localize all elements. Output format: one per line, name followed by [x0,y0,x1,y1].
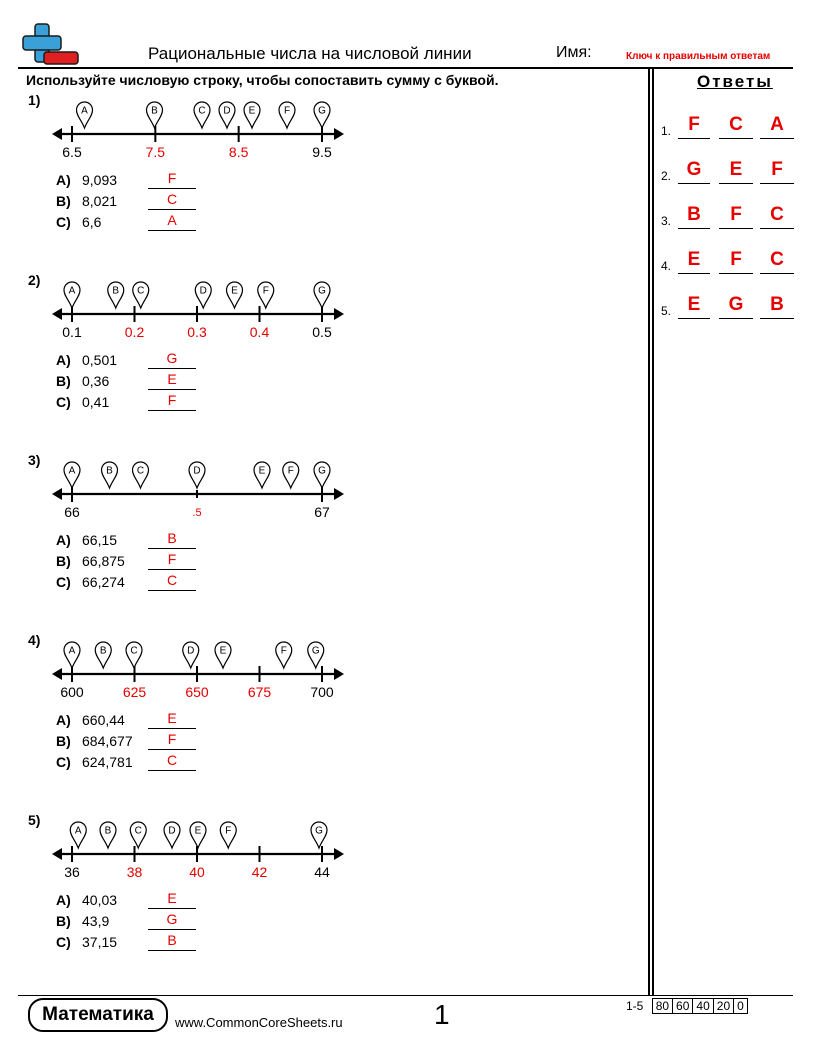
marker-a-pin-icon [64,642,80,668]
answer-blank[interactable]: A [148,212,196,231]
tick-label: 67 [314,504,330,520]
tick-label: 700 [310,684,334,700]
marker-b-pin-icon [147,102,163,128]
marker-f-pin-icon [283,462,299,488]
left-arrow-icon [52,488,62,500]
marker-letter: E [194,825,202,837]
marker-g-pin-icon [314,282,330,308]
right-arrow-icon [334,128,344,140]
question-row [56,214,101,230]
answer-blank[interactable]: E [148,710,196,729]
marker-letter: E [231,285,238,297]
number-line [45,278,365,328]
question-letter: C) [56,214,71,230]
score-range: 1-5 [626,999,644,1013]
answer-key-label: 4. [661,259,672,273]
question-row [56,352,117,368]
left-arrow-icon [52,848,62,860]
marker-letter: D [168,825,176,837]
answer-key-cell: A [760,114,794,139]
marker-letter: A [74,825,82,837]
answer-blank[interactable]: G [148,350,196,369]
marker-d-pin-icon [195,282,211,308]
marker-g-pin-icon [311,822,327,848]
marker-c-pin-icon [130,822,146,848]
marker-f-pin-icon [276,642,292,668]
name-label: Имя: [556,44,592,61]
question-row [56,553,125,569]
answer-key-cell: B [760,294,794,319]
score-cell: 80 [652,998,673,1014]
marker-e-pin-icon [190,822,206,848]
question-letter: B) [56,733,71,749]
answer-key-label: 5. [661,304,672,318]
marker-f-pin-icon [258,282,274,308]
question-row [56,172,117,188]
marker-letter: C [198,105,206,117]
column-divider-inner [652,68,654,996]
question-letter: C) [56,574,71,590]
question-value: 66,274 [82,574,125,590]
plus-minus-logo-icon [22,22,80,68]
marker-b-pin-icon [108,282,124,308]
question-value: 660,44 [82,712,125,728]
score-cell: 40 [692,998,713,1014]
tick-label: 0.3 [187,324,207,340]
marker-b-pin-icon [95,642,111,668]
left-arrow-icon [52,308,62,320]
answer-key-cell: E [719,159,753,184]
column-divider [648,68,650,996]
marker-letter: E [258,465,266,477]
problem-number: 1) [28,92,41,108]
marker-letter: B [99,645,107,657]
marker-letter: C [137,285,145,297]
marker-e-pin-icon [244,102,260,128]
marker-b-pin-icon [100,822,116,848]
tick-label: 0.4 [249,324,270,340]
question-row [56,733,133,749]
score-cell: 0 [733,998,748,1014]
question-row [56,394,109,410]
marker-a-pin-icon [64,462,80,488]
answer-blank[interactable]: C [148,572,196,591]
marker-letter: D [193,465,201,477]
math-brand-logo: Математика [28,998,168,1032]
tick-label: .5 [192,507,202,519]
question-value: 37,15 [82,934,118,950]
right-arrow-icon [334,308,344,320]
marker-f-pin-icon [279,102,295,128]
tick-label: 675 [247,684,272,700]
marker-g-pin-icon [308,642,324,668]
answers-heading: Ответы [697,72,773,91]
tick-label: 36 [64,864,80,880]
answer-key-cell: E [678,249,710,274]
question-value: 0,501 [82,352,118,368]
number-line [45,638,365,688]
question-row [56,934,117,950]
marker-letter: F [283,105,291,117]
answer-key-cell: F [719,249,753,274]
answer-blank[interactable]: F [148,392,196,411]
tick-label: 6.5 [62,144,82,160]
answer-blank[interactable]: G [148,911,196,930]
left-arrow-icon [52,128,62,140]
marker-letter: G [315,825,323,837]
answer-blank[interactable]: C [148,191,196,210]
marker-letter: B [151,105,158,117]
marker-e-pin-icon [254,462,270,488]
marker-letter: C [136,465,145,477]
answer-blank[interactable]: F [148,731,196,750]
answer-key-cell: B [678,204,710,229]
marker-letter: D [199,285,207,297]
marker-c-pin-icon [133,462,149,488]
question-letter: C) [56,754,71,770]
marker-letter: E [248,105,256,117]
problem-number: 3) [28,452,41,468]
answer-blank[interactable]: B [148,932,196,951]
right-arrow-icon [334,488,344,500]
tick-label: 0.1 [62,324,82,340]
marker-g-pin-icon [314,102,330,128]
answer-key-cell: G [678,159,710,184]
page-title: Рациональные числа на числовой линии [148,44,472,63]
answer-key-cell: F [678,114,710,139]
question-row [56,193,117,209]
marker-d-pin-icon [164,822,180,848]
question-row [56,712,125,728]
score-table [626,998,748,1014]
question-value: 40,03 [82,892,118,908]
footer-divider [18,995,793,996]
tick-label: 38 [126,864,143,880]
answer-key-cell: G [719,294,753,319]
answer-key-label: 1. [661,124,672,138]
page-number: 1 [434,999,450,1030]
tick-label: 44 [314,864,330,880]
marker-letter: B [112,285,120,297]
number-line [45,458,365,508]
marker-letter: D [187,645,195,657]
question-value: 9,093 [82,172,118,188]
problem-number: 2) [28,272,41,288]
marker-letter: B [104,825,112,837]
marker-letter: A [68,465,76,477]
answer-key-cell: E [678,294,710,319]
tick-label: 42 [251,864,268,880]
marker-a-pin-icon [64,282,80,308]
tick-label: 40 [189,864,205,880]
marker-e-pin-icon [215,642,231,668]
tick-label: 600 [60,684,84,700]
question-letter: B) [56,373,71,389]
marker-b-pin-icon [102,462,118,488]
tick-label: 8.5 [228,144,249,160]
site-url: www.CommonCoreSheets.ru [175,1015,343,1030]
question-row [56,373,109,389]
question-letter: C) [56,934,71,950]
marker-d-pin-icon [219,102,235,128]
marker-letter: E [219,645,227,657]
tick-label: 9.5 [312,144,332,160]
answer-key-label: Ключ к правильным ответам [626,51,771,62]
question-letter: B) [56,553,71,569]
marker-letter: G [318,105,326,117]
marker-letter: F [262,285,269,297]
instructions: Используйте числовую строку, чтобы сопоставить сумму с буквой. [26,72,499,88]
marker-letter: A [81,105,88,117]
marker-d-pin-icon [189,462,205,488]
right-arrow-icon [334,668,344,680]
answer-blank[interactable]: F [148,551,196,570]
question-value: 43,9 [82,913,110,929]
marker-letter: F [225,825,232,837]
answer-key-cell: F [760,159,794,184]
tick-label: 0.2 [124,324,145,340]
marker-letter: F [287,465,294,477]
answer-blank[interactable]: B [148,530,196,549]
answer-blank[interactable]: E [148,371,196,390]
marker-letter: C [134,825,142,837]
question-value: 0,36 [82,373,110,389]
marker-letter: A [68,645,76,657]
marker-letter: B [106,465,113,477]
marker-c-pin-icon [133,282,149,308]
marker-e-pin-icon [227,282,243,308]
answer-key-label: 2. [661,169,672,183]
question-letter: A) [56,892,71,908]
answer-blank[interactable]: E [148,890,196,909]
tick-label: 625 [122,684,147,700]
question-letter: A) [56,712,71,728]
question-letter: C) [56,394,71,410]
question-row [56,913,109,929]
tick-label: 7.5 [145,144,166,160]
answer-key-cell: C [760,249,794,274]
marker-a-pin-icon [77,102,93,128]
marker-a-pin-icon [70,822,86,848]
question-value: 0,41 [82,394,110,410]
marker-letter: G [311,645,320,657]
right-arrow-icon [334,848,344,860]
marker-letter: A [68,285,76,297]
question-value: 624,781 [82,754,133,770]
number-line [45,818,365,868]
tick-label: 66 [64,504,80,520]
answer-key-cell: F [719,204,753,229]
marker-f-pin-icon [220,822,236,848]
marker-letter: G [318,465,326,477]
header-divider [18,67,793,69]
number-line [45,98,365,148]
marker-g-pin-icon [314,462,330,488]
score-cell: 60 [672,998,693,1014]
question-value: 6,6 [82,214,102,230]
answer-blank[interactable]: C [148,752,196,771]
marker-letter: C [130,645,138,657]
problem-number: 4) [28,632,41,648]
marker-d-pin-icon [183,642,199,668]
question-row [56,892,117,908]
marker-letter: G [318,285,326,297]
marker-c-pin-icon [126,642,142,668]
answer-key-label: 3. [661,214,672,228]
question-row [56,532,117,548]
question-letter: A) [56,352,71,368]
question-letter: A) [56,172,71,188]
left-arrow-icon [52,668,62,680]
answer-key-cell: C [719,114,753,139]
question-row [56,574,125,590]
score-cell: 20 [713,998,734,1014]
question-letter: B) [56,913,71,929]
question-value: 66,15 [82,532,118,548]
question-value: 684,677 [82,733,133,749]
answer-key-cell: C [760,204,794,229]
marker-c-pin-icon [194,102,210,128]
problem-number: 5) [28,812,41,828]
marker-letter: F [280,645,287,657]
question-letter: B) [56,193,71,209]
question-letter: A) [56,532,71,548]
tick-label: 650 [185,684,209,700]
question-value: 8,021 [82,193,118,209]
tick-label: 0.5 [312,324,332,340]
answer-blank[interactable]: F [148,170,196,189]
marker-letter: D [223,105,231,117]
question-row [56,754,133,770]
question-value: 66,875 [82,553,125,569]
